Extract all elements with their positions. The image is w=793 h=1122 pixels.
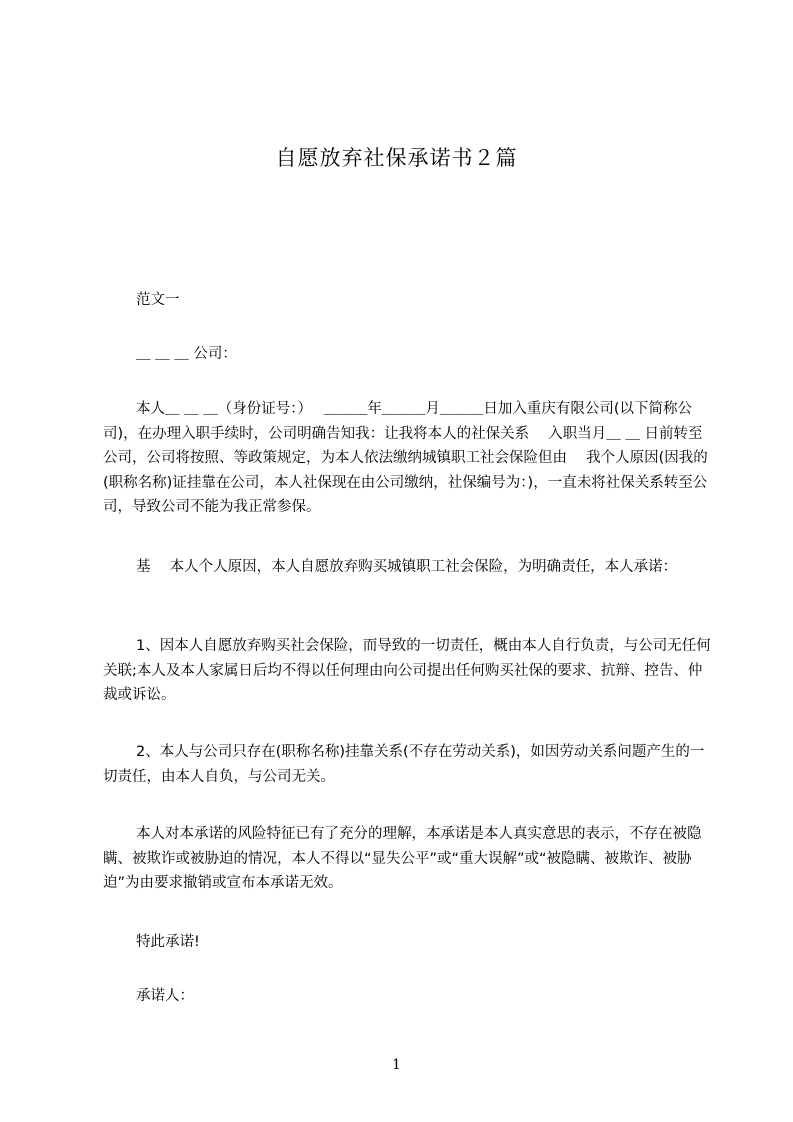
paragraph-enrollment: 本人＿ ＿ ＿（身份证号：） ＿＿＿年＿＿＿月＿＿＿日加入重庆有限公司(以下简称公司)，在办理入职手续时，公司明确告知我：让我将本人的社保关系 入职当月＿ ＿ 日前转至公司，公司将按照、等政策规定，为本人依法缴纳城镇职工社会保险但由 我个人原因(因我的(职称名称)证挂靠在公司，本人社保现在由公司缴纳，社保编号为：)，一直未将社保关系转至公司，导致公司不能为我正常参保。 (103, 401, 708, 515)
paragraph-commitment-2: 2、本人与公司只存在(职称名称)挂靠关系(不存在劳动关系)，如因劳动关系问题产生的一切责任，由本人自负，与公司无关。 (103, 744, 705, 785)
signatory-label: 承诺人： (136, 988, 194, 1004)
document-title: 自愿放弃社保承诺书２篇 (275, 146, 518, 170)
paragraph-commitment-1: 1、因本人自愿放弃购买社会保险，而导致的一切责任，概由本人自行负责，与公司无任何关联;本人及本人家属日后均不得以任何理由向公司提出任何购买社保的要求、抗辩、控告、仲裁或诉讼。 (103, 638, 711, 703)
paragraph-acknowledgement: 本人对本承诺的风险特征已有了充分的理解，本承诺是本人真实意思的表示，不存在被隐瞒、被欺诈或被胁迫的情况，本人不得以“显失公平”或“重大误解”或“被隐瞒、被欺诈、被胁迫”为由要求撤销或宣布本承诺无效。 (103, 826, 702, 891)
section-label: 范文一 (136, 292, 180, 308)
closing-statement: 特此承诺! (136, 934, 200, 950)
paragraph-declaration: 基 本人个人原因，本人自愿放弃购买城镇职工社会保险，为明确责任，本人承诺： (136, 559, 678, 575)
page-number: 1 (392, 1057, 401, 1073)
addressee-line: ＿ ＿ ＿ 公司： (136, 346, 237, 362)
